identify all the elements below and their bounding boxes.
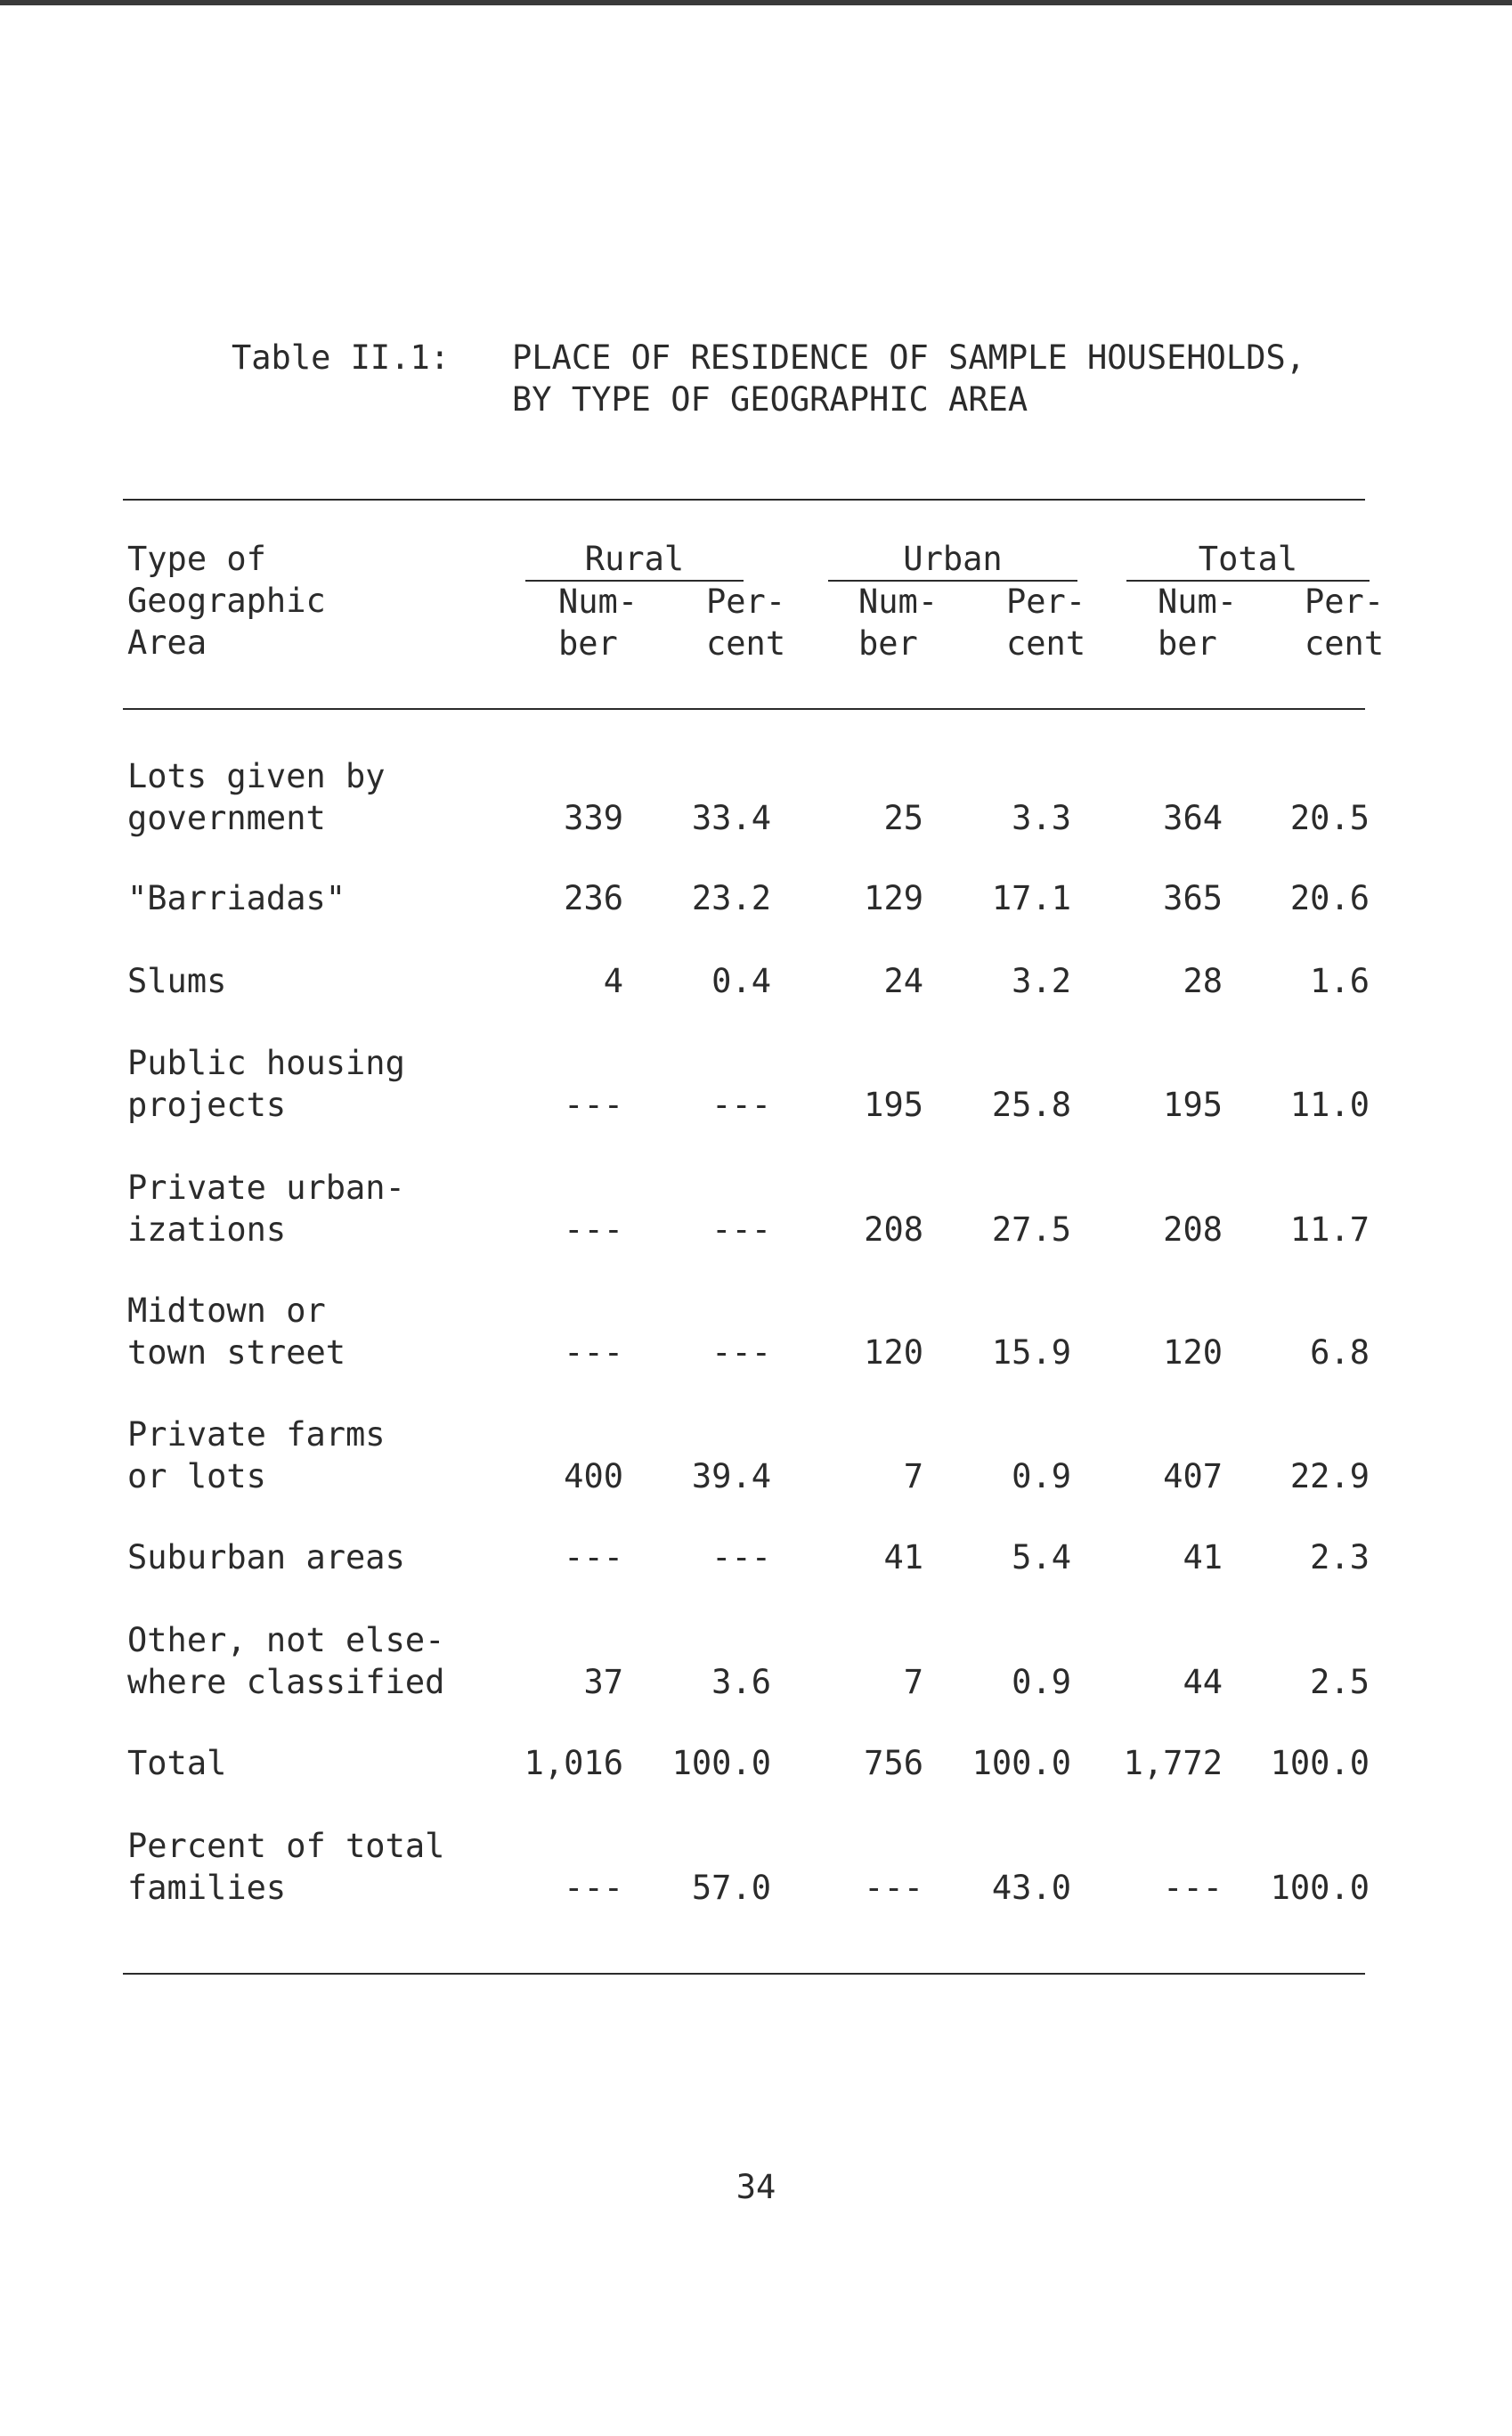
subheader-number: ber — [558, 624, 618, 663]
table-title-line-2: BY TYPE OF GEOGRAPHIC AREA — [512, 380, 1028, 419]
table-cell: --- — [1163, 1869, 1223, 1907]
row-label: "Barriadas" — [127, 879, 346, 917]
subheader-number: Num- — [858, 583, 939, 621]
subheader-number: ber — [858, 624, 918, 663]
row-label: projects — [127, 1086, 287, 1124]
table-cell: --- — [711, 1210, 771, 1249]
table-cell: 20.5 — [1289, 799, 1370, 837]
table-cell: 2.5 — [1310, 1663, 1370, 1701]
table-cell: 208 — [864, 1210, 923, 1249]
table-cell: 4 — [603, 962, 623, 1000]
table-cell: 37 — [583, 1663, 623, 1701]
table-cell: 120 — [1163, 1333, 1223, 1372]
row-label: families — [127, 1869, 287, 1907]
table-cell: 15.9 — [991, 1333, 1071, 1372]
row-label: where classified — [127, 1663, 445, 1701]
table-cell: 400 — [564, 1457, 623, 1495]
stub-header-line: Geographic — [127, 582, 326, 620]
table-cell: 756 — [864, 1744, 923, 1782]
table-cell: 2.3 — [1310, 1538, 1370, 1576]
subheader-percent: Per- — [706, 583, 786, 621]
table-cell: 11.0 — [1289, 1086, 1370, 1124]
table-cell: --- — [564, 1086, 623, 1124]
row-label: Suburban areas — [127, 1538, 405, 1576]
top-edge-rule — [0, 0, 1512, 5]
table-cell: 5.4 — [1012, 1538, 1071, 1576]
subheader-percent: Per- — [1305, 583, 1385, 621]
subheader-number: ber — [1158, 624, 1217, 663]
table-cell: 236 — [564, 879, 623, 917]
table-cell: --- — [711, 1086, 771, 1124]
table-cell: 365 — [1163, 879, 1223, 917]
table-cell: 129 — [864, 879, 923, 917]
row-label: Slums — [127, 962, 227, 1000]
row-label: izations — [127, 1210, 287, 1249]
table-cell: 28 — [1183, 962, 1223, 1000]
table-cell: 27.5 — [991, 1210, 1071, 1249]
row-label: Public housing — [127, 1044, 405, 1082]
table-cell: 1,772 — [1123, 1744, 1223, 1782]
subheader-percent: cent — [1305, 624, 1385, 663]
table-cell: 17.1 — [991, 879, 1071, 917]
table-cell: 195 — [1163, 1086, 1223, 1124]
table-title-line-1: PLACE OF RESIDENCE OF SAMPLE HOUSEHOLDS, — [512, 338, 1306, 377]
table-cell: 1,016 — [524, 1744, 623, 1782]
table-cell: --- — [564, 1538, 623, 1576]
table-cell: 43.0 — [991, 1869, 1071, 1907]
table-cell: 23.2 — [691, 879, 771, 917]
table-cell: 33.4 — [691, 799, 771, 837]
table-cell: --- — [711, 1538, 771, 1576]
row-label: Private urban- — [127, 1169, 405, 1207]
row-label: Lots given by — [127, 757, 386, 795]
group-header-rural: Rural — [584, 540, 685, 578]
table-cell: 41 — [883, 1538, 923, 1576]
subheader-number: Num- — [1158, 583, 1238, 621]
table-cell: 57.0 — [691, 1869, 771, 1907]
table-cell: 100.0 — [971, 1744, 1071, 1782]
table-cell: 20.6 — [1289, 879, 1370, 917]
table-cell: 208 — [1163, 1210, 1223, 1249]
table-cell: 22.9 — [1289, 1457, 1370, 1495]
table-cell: 11.7 — [1289, 1210, 1370, 1249]
subheader-number: Num- — [558, 583, 638, 621]
table-cell: 7 — [903, 1663, 923, 1701]
table-cell: --- — [711, 1333, 771, 1372]
table-title — [512, 337, 1305, 420]
table-label: Table II.1: — [232, 338, 451, 377]
table-cell: 3.2 — [1012, 962, 1071, 1000]
table-cell: 44 — [1183, 1663, 1223, 1701]
table-cell: 41 — [1183, 1538, 1223, 1576]
table-cell: 24 — [883, 962, 923, 1000]
row-label: government — [127, 799, 326, 837]
table-cell: 6.8 — [1310, 1333, 1370, 1372]
row-label: or lots — [127, 1457, 266, 1495]
table-cell: 364 — [1163, 799, 1223, 837]
table-cell: 0.9 — [1012, 1457, 1071, 1495]
table-cell: --- — [564, 1333, 623, 1372]
table-cell: 195 — [864, 1086, 923, 1124]
table-cell: 7 — [903, 1457, 923, 1495]
table-cell: 3.3 — [1012, 799, 1071, 837]
table-cell: 100.0 — [1270, 1869, 1370, 1907]
table-cell: 120 — [864, 1333, 923, 1372]
header-bottom-rule — [123, 708, 1365, 710]
row-label: Percent of total — [127, 1827, 445, 1865]
row-label: Other, not else- — [127, 1621, 445, 1659]
subheader-percent: cent — [706, 624, 786, 663]
stub-header-line: Area — [127, 623, 207, 662]
table-cell: 39.4 — [691, 1457, 771, 1495]
subheader-percent: Per- — [1006, 583, 1086, 621]
table-cell: 25 — [883, 799, 923, 837]
table-cell: --- — [864, 1869, 923, 1907]
row-label: Total — [127, 1744, 227, 1782]
table-cell: 407 — [1163, 1457, 1223, 1495]
table-cell: 100.0 — [671, 1744, 771, 1782]
table-cell: 1.6 — [1310, 962, 1370, 1000]
table-cell: 3.6 — [711, 1663, 771, 1701]
stub-header-line: Type of — [127, 540, 266, 578]
table-bottom-rule — [123, 1973, 1365, 1975]
table-cell: 339 — [564, 799, 623, 837]
row-label: Private farms — [127, 1415, 386, 1454]
table-cell: 25.8 — [991, 1086, 1071, 1124]
table-cell: 0.4 — [711, 962, 771, 1000]
group-header-total: Total — [1198, 540, 1298, 578]
table-cell: 100.0 — [1270, 1744, 1370, 1782]
table-cell: 0.9 — [1012, 1663, 1071, 1701]
table-cell: --- — [564, 1210, 623, 1249]
table-top-rule — [123, 499, 1365, 501]
subheader-percent: cent — [1006, 624, 1086, 663]
page-number: 34 — [736, 2168, 776, 2206]
group-header-urban: Urban — [903, 540, 1003, 578]
row-label: town street — [127, 1333, 346, 1372]
table-cell: --- — [564, 1869, 623, 1907]
row-label: Midtown or — [127, 1291, 326, 1330]
